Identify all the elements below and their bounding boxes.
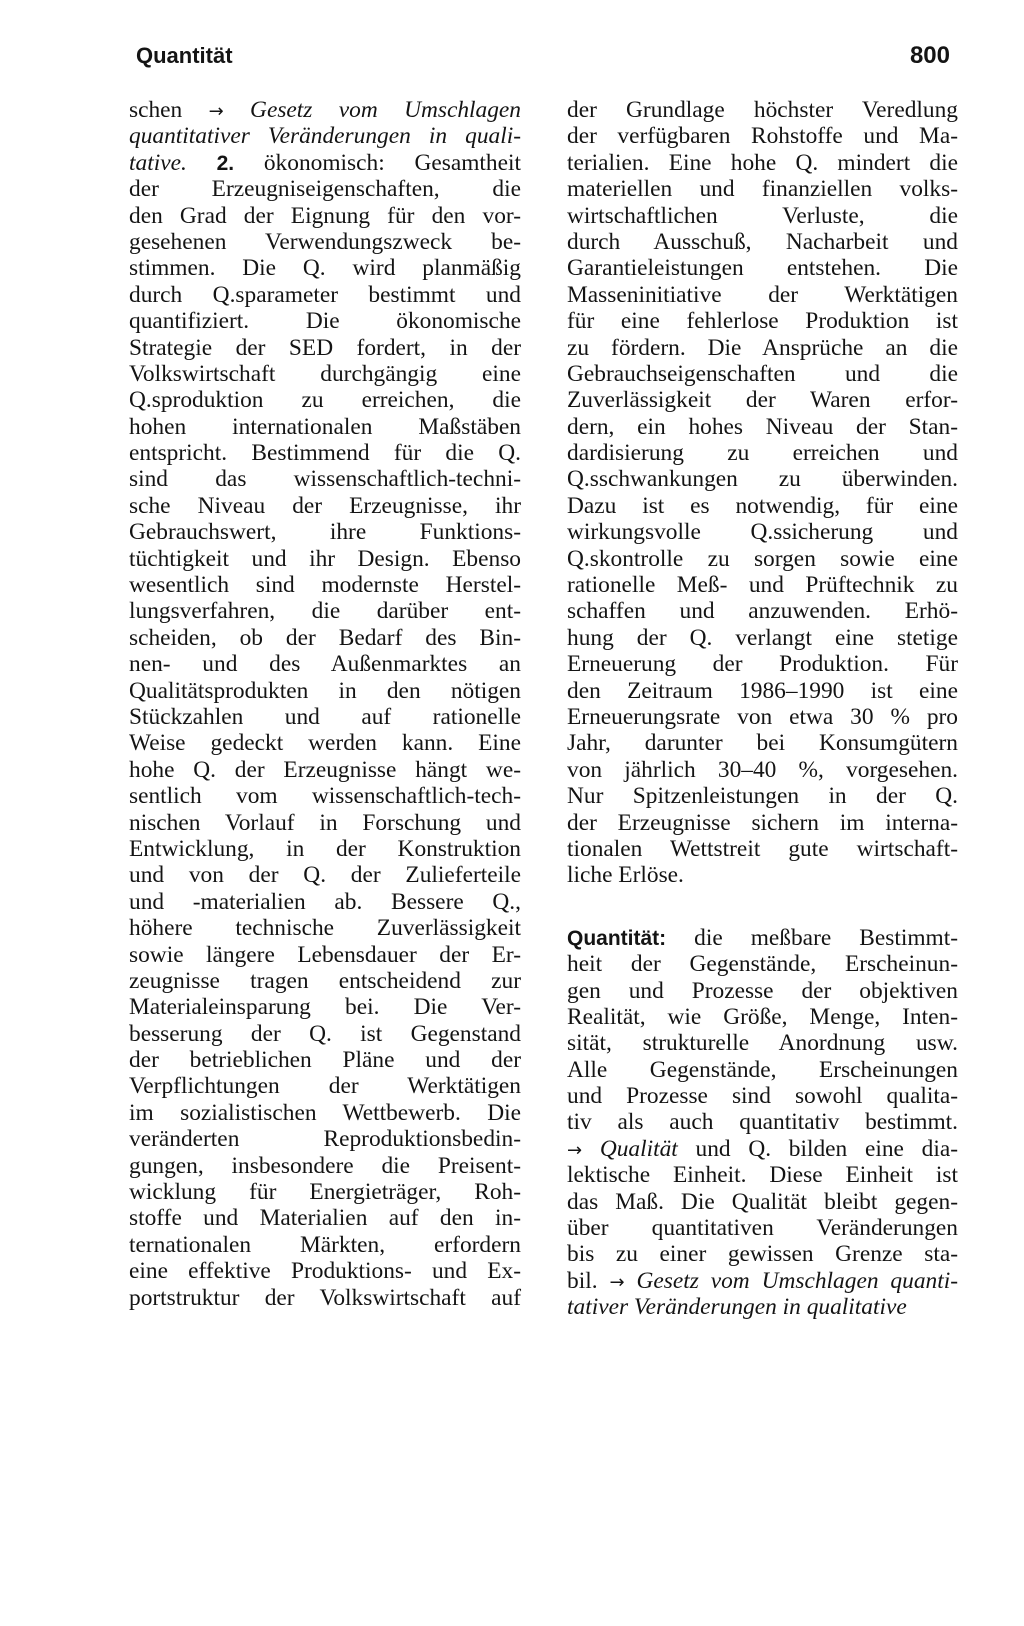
text-run: tativer Veränderungen in qualitative — [567, 1294, 907, 1321]
text-run: zu fördern. Die Ansprüche an die — [567, 334, 958, 361]
text-line — [567, 1241, 958, 1267]
text-run: das Maß. Die Qualität bleibt gegen- — [567, 1188, 958, 1215]
text-run: ökonomisch: Gesamtheit — [234, 149, 521, 176]
text-run: hohe Q. der Erzeugnisse hängt we- — [129, 756, 521, 783]
entry-quantitaet — [567, 925, 958, 1321]
text-line — [567, 123, 958, 149]
text-run: wirkungsvolle Q.ssicherung und — [567, 519, 958, 546]
text-line — [129, 282, 521, 308]
text-line — [567, 1136, 958, 1162]
text-line — [129, 414, 521, 440]
text-line — [567, 97, 958, 123]
text-run: Masseninitiative der Werktätigen — [567, 281, 958, 308]
page-number: 800 — [909, 42, 950, 69]
text-line — [129, 1232, 521, 1258]
text-line — [567, 704, 958, 730]
text-run: Zuverlässigkeit der Waren erfor- — [567, 387, 958, 414]
text-line — [129, 994, 521, 1020]
text-run: bil. — [567, 1267, 610, 1294]
text-line — [567, 1004, 958, 1030]
text-run: schaffen und anzuwenden. Erhö- — [567, 598, 958, 625]
text-run: von jährlich 30–40 %, vorgesehen. — [567, 756, 958, 783]
running-head-keyword: Quantität — [136, 43, 233, 68]
text-line — [567, 1294, 958, 1320]
text-run: der verfügbaren Rohstoffe und Ma- — [567, 123, 958, 150]
text-line — [129, 1285, 521, 1311]
text-run: Erneuerungsrate von etwa 30 % pro — [567, 703, 958, 730]
text-line — [129, 1126, 521, 1152]
text-line — [567, 493, 958, 519]
text-line — [567, 546, 958, 572]
text-line — [567, 440, 958, 466]
text-run: tüchtigkeit und ihr Design. Ebenso — [129, 545, 521, 572]
text-run: Gebrauchswert, ihre Funktions- — [129, 519, 521, 546]
text-line — [567, 730, 958, 756]
text-run: stoffe und Materialien auf den in- — [129, 1205, 521, 1232]
text-line — [567, 1083, 958, 1109]
text-line — [129, 678, 521, 704]
text-line — [129, 730, 521, 756]
text-run: wesentlich sind modernste Herstel- — [129, 572, 521, 599]
text-line — [567, 598, 958, 624]
text-run: Garantieleistungen entstehen. Die — [567, 255, 958, 282]
text-run: der betrieblichen Pläne und der — [129, 1047, 521, 1074]
text-run: stimmen. Die Q. wird planmäßig — [129, 255, 521, 282]
text-run: Nur Spitzenleistungen in der Q. — [567, 783, 958, 810]
text-line — [567, 176, 958, 202]
text-line — [567, 335, 958, 361]
text-run: Qualität — [599, 1135, 678, 1162]
text-line — [129, 335, 521, 361]
text-run: gen und Prozesse der objektiven — [567, 977, 958, 1004]
text-run: Gesetz vom Umschlagen quanti- — [624, 1267, 959, 1294]
text-line — [129, 1205, 521, 1231]
text-run: Volkswirtschaft durchgängig eine — [129, 360, 521, 387]
text-line — [129, 466, 521, 492]
text-run: höhere technische Zuverlässigkeit — [129, 915, 521, 942]
text-line — [567, 1162, 958, 1188]
text-line — [129, 1047, 521, 1073]
text-run: Realität, wie Größe, Menge, Inten- — [567, 1003, 958, 1030]
text-run: Q.sschwankungen zu überwinden. — [567, 466, 958, 493]
text-run: dern, ein hohes Niveau der Stan- — [567, 413, 958, 440]
text-line — [129, 97, 521, 123]
text-line — [567, 361, 958, 387]
text-run: und Q. bilden eine dia- — [677, 1135, 958, 1162]
text-run: Materialeinsparung bei. Die Ver- — [129, 994, 521, 1021]
right-column — [567, 97, 958, 1321]
text-line — [129, 1153, 521, 1179]
text-line — [567, 862, 958, 888]
text-run: der Erzeugnisse sichern im interna- — [567, 809, 958, 836]
text-line — [129, 150, 521, 176]
text-run: den Grad der Eignung für den vor- — [129, 202, 521, 229]
text-line — [567, 229, 958, 255]
text-run: Gebrauchseigenschaften und die — [567, 360, 958, 387]
text-run: Strategie der SED fordert, in der — [129, 334, 521, 361]
text-run: sität, strukturelle Anordnung usw. — [567, 1030, 958, 1057]
text-run: Dazu ist es notwendig, für eine — [567, 492, 958, 519]
text-run: lungsverfahren, die darüber ent- — [129, 598, 521, 625]
text-line — [567, 414, 958, 440]
text-run: der Erzeugniseigenschaften, die — [129, 176, 521, 203]
text-run: tiv als auch quantitativ bestimmt. — [567, 1109, 958, 1136]
text-run: und -materialien ab. Bessere Q., — [129, 888, 521, 915]
text-run: den Zeitraum 1986–1990 ist eine — [567, 677, 958, 704]
text-line — [129, 862, 521, 888]
text-line — [567, 203, 958, 229]
text-line — [567, 678, 958, 704]
entry-continuation-text-end — [567, 97, 958, 889]
entry-continuation-text — [129, 97, 521, 1311]
text-run: Jahr, darunter bei Konsumgütern — [567, 730, 958, 757]
text-line — [129, 942, 521, 968]
left-column — [129, 97, 521, 1311]
text-run: Alle Gegenstände, Erscheinungen — [567, 1056, 958, 1083]
paragraph-gap — [567, 889, 958, 925]
text-run: Q.skontrolle zu sorgen sowie eine — [567, 545, 958, 572]
text-line — [129, 176, 521, 202]
text-run: für eine fehlerlose Produktion ist — [567, 308, 958, 335]
text-line — [129, 968, 521, 994]
text-run: bis zu einer gewissen Grenze sta- — [567, 1241, 958, 1268]
text-line — [129, 810, 521, 836]
text-run: hung der Q. verlangt eine stetige — [567, 624, 958, 651]
text-run: ternationalen Märkten, erfordern — [129, 1231, 521, 1258]
text-run: Weise gedeckt werden kann. Eine — [129, 730, 521, 757]
text-run: entspricht. Bestimmend für die Q. — [129, 440, 521, 467]
text-run: durch Q.sparameter bestimmt und — [129, 281, 521, 308]
text-line — [129, 123, 521, 149]
text-line — [567, 255, 958, 281]
text-run: rationelle Meß- und Prüftechnik zu — [567, 572, 958, 599]
text-line — [129, 1021, 521, 1047]
text-line — [567, 387, 958, 413]
text-line — [129, 572, 521, 598]
text-run: veränderten Reproduktionsbedin- — [129, 1126, 521, 1153]
text-run: portstruktur der Volkswirtschaft auf — [129, 1284, 521, 1311]
text-line — [129, 493, 521, 519]
text-run: lektische Einheit. Diese Einheit ist — [567, 1162, 958, 1189]
text-line — [129, 229, 521, 255]
text-line — [567, 519, 958, 545]
text-line — [129, 361, 521, 387]
text-run: und von der Q. der Zulieferteile — [129, 862, 521, 889]
text-line — [567, 308, 958, 334]
text-line — [129, 255, 521, 281]
text-run: hohen internationalen Maßstäben — [129, 413, 521, 440]
text-line — [129, 1100, 521, 1126]
text-run: Gesetz vom Umschlagen — [223, 97, 521, 123]
text-line — [567, 810, 958, 836]
arrow-icon: → — [609, 1271, 625, 1293]
text-run: Qualitätsprodukten in den nötigen — [129, 677, 521, 704]
text-line — [129, 651, 521, 677]
text-run: 2. — [216, 151, 235, 175]
text-line — [129, 519, 521, 545]
text-run: Stückzahlen und auf rationelle — [129, 703, 521, 730]
text-line — [129, 1073, 521, 1099]
text-line — [129, 598, 521, 624]
text-run: Q.sproduktion zu erreichen, die — [129, 387, 521, 414]
text-run: sowie längere Lebensdauer der Er- — [129, 941, 521, 968]
text-line — [129, 625, 521, 651]
text-run: gesehenen Verwendungszweck be- — [129, 228, 521, 255]
text-line — [129, 203, 521, 229]
text-line — [567, 651, 958, 677]
text-run: durch Ausschuß, Nacharbeit und — [567, 228, 958, 255]
text-run: gungen, insbesondere die Preisent- — [129, 1152, 521, 1179]
arrow-icon: → — [208, 101, 224, 122]
text-run: tionalen Wettstreit gute wirtschaft- — [567, 835, 958, 862]
text-run: wicklung für Energieträger, Roh- — [129, 1179, 521, 1206]
text-line — [129, 889, 521, 915]
text-run: und Prozesse sind sowohl qualita- — [567, 1083, 958, 1110]
text-run: eine effektive Produktions- und Ex- — [129, 1258, 521, 1285]
text-run: liche Erlöse. — [567, 862, 684, 889]
text-run: Quantität: — [567, 926, 667, 950]
arrow-icon: → — [567, 1139, 583, 1161]
text-run: Verpflichtungen der Werktätigen — [129, 1073, 521, 1100]
text-line — [129, 1258, 521, 1284]
text-line — [567, 572, 958, 598]
text-line — [567, 1057, 958, 1083]
text-line — [567, 1215, 958, 1241]
text-line — [129, 440, 521, 466]
text-run: sche Niveau der Erzeugnisse, ihr — [129, 492, 521, 519]
text-line — [567, 1030, 958, 1056]
text-run: wirtschaftlichen Verluste, die — [567, 202, 958, 229]
text-line — [567, 466, 958, 492]
text-run: nen- und des Außenmarktes an — [129, 651, 521, 678]
text-run: heit der Gegenstände, Erscheinun- — [567, 951, 958, 978]
text-line — [567, 1189, 958, 1215]
text-run: quantitativer Veränderungen in quali- — [129, 123, 521, 150]
text-run: Entwicklung, in der Konstruktion — [129, 835, 521, 862]
text-line — [567, 757, 958, 783]
text-line — [129, 757, 521, 783]
text-line — [567, 1268, 958, 1294]
text-line — [129, 704, 521, 730]
text-run: sentlich vom wissenschaftlich-tech- — [129, 783, 521, 810]
text-line — [129, 1179, 521, 1205]
text-line — [567, 150, 958, 176]
text-run: tative. — [129, 149, 187, 176]
text-line — [567, 925, 958, 951]
text-run: terialien. Eine hohe Q. mindert die — [567, 149, 958, 176]
text-run: besserung der Q. ist Gegenstand — [129, 1020, 521, 1047]
text-line — [567, 836, 958, 862]
text-run: scheiden, ob der Bedarf des Bin- — [129, 624, 521, 651]
text-run: schen — [129, 97, 209, 123]
text-run: zeugnisse tragen entscheidend zur — [129, 967, 521, 994]
text-run: die meßbare Bestimmt- — [666, 924, 958, 951]
text-line — [567, 1109, 958, 1135]
text-line — [567, 978, 958, 1004]
text-run: dardisierung zu erreichen und — [567, 440, 958, 467]
text-line — [567, 783, 958, 809]
text-line — [567, 282, 958, 308]
text-run: nischen Vorlauf in Forschung und — [129, 809, 521, 836]
text-line — [567, 625, 958, 651]
text-run: im sozialistischen Wettbewerb. Die — [129, 1099, 521, 1126]
text-line — [129, 783, 521, 809]
text-line — [129, 387, 521, 413]
text-run: sind das wissenschaftlich-techni- — [129, 466, 521, 493]
text-run: über quantitativen Veränderungen — [567, 1215, 958, 1242]
text-run: der Grundlage höchster Veredlung — [567, 97, 958, 123]
text-run: Erneuerung der Produktion. Für — [567, 651, 958, 678]
text-line — [129, 546, 521, 572]
text-line — [129, 836, 521, 862]
text-run — [582, 1136, 600, 1162]
text-line — [129, 915, 521, 941]
text-run — [187, 150, 217, 176]
text-line — [129, 308, 521, 334]
text-run: materiellen und finanziellen volks- — [567, 176, 958, 203]
text-line — [567, 951, 958, 977]
text-run: quantifiziert. Die ökonomische — [129, 308, 521, 335]
